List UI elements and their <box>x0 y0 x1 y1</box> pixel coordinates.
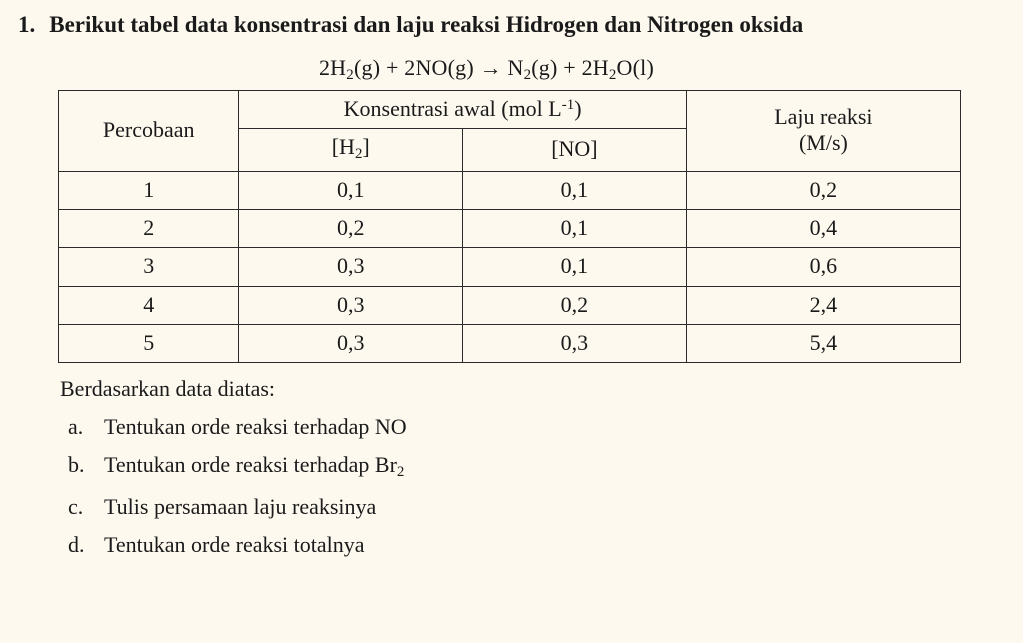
cell-no: 0,1 <box>463 171 687 209</box>
table-row <box>59 171 961 209</box>
header-concentration-group: Konsentrasi awal (mol $L^{-1}$) <box>239 91 686 129</box>
table-row <box>59 248 961 286</box>
cell-rate: 0,6 <box>686 248 960 286</box>
reaction-data-table <box>58 90 961 363</box>
cell-rate: 5,4 <box>686 325 960 363</box>
header-experiment: Percobaan <box>59 91 239 172</box>
header-h2-concentration: $[H_2]$ <box>239 129 463 171</box>
sub-question-list <box>60 408 999 564</box>
cell-h2: 0,3 <box>239 325 463 363</box>
concentration-exponent: -1 <box>561 96 575 113</box>
equation-product-n2: $N_2(g)$ <box>507 54 558 83</box>
table-row <box>59 209 961 247</box>
instruction-lead: Berdasarkan data diatas: <box>60 376 276 402</box>
h2-subscript: 2 <box>346 67 354 83</box>
list-item <box>60 526 999 564</box>
cell-no: 0,2 <box>463 286 687 324</box>
question-block <box>14 10 999 41</box>
list-item-text: Tulis persamaan laju reaksinya <box>104 493 377 519</box>
n2-subscript: 2 <box>523 67 532 83</box>
list-item-text: Tentukan orde reaksi totalnya <box>104 531 365 557</box>
header-reaction-rate-line1: Laju reaksi <box>774 103 873 129</box>
h2o-subscript: 2 <box>608 67 617 83</box>
cell-no: 0,3 <box>463 325 687 363</box>
after-table-section <box>14 363 999 563</box>
cell-h2: 0,3 <box>239 248 463 286</box>
cell-h2: 0,1 <box>239 171 463 209</box>
cell-h2: 0,2 <box>239 209 463 247</box>
list-item-text: Tentukan orde reaksi terhadap $Br_2$ <box>104 452 405 481</box>
list-marker: a. <box>68 414 84 440</box>
table-header-row-1 <box>59 91 961 129</box>
equation-plus-1: + <box>385 54 399 80</box>
equation-reactant-no: 2NO(g) <box>404 54 474 80</box>
cell-rate: 2,4 <box>686 286 960 324</box>
table-row <box>59 286 961 324</box>
cell-experiment: 1 <box>59 171 239 209</box>
data-table-wrapper <box>14 90 999 363</box>
list-item <box>60 408 999 446</box>
cell-experiment: 3 <box>59 248 239 286</box>
cell-rate: 0,4 <box>686 209 960 247</box>
question-text: Berikut tabel data konsentrasi dan laju reaksi Hidrogen dan Nitrogen oksida <box>49 12 804 37</box>
equation-product-water: $2H_2O(l)$ <box>581 54 654 83</box>
header-reaction-rate-line2: (M/s) <box>798 130 848 156</box>
list-marker: b. <box>68 452 85 478</box>
h2-header-subscript: 2 <box>354 146 363 163</box>
br2-subscript: 2 <box>396 464 405 481</box>
cell-no: 0,1 <box>463 209 687 247</box>
equation-arrow-icon: → <box>479 54 502 80</box>
cell-experiment: 5 <box>59 325 239 363</box>
equation-reactant-h2: $2H_2(g)$ <box>318 54 381 83</box>
cell-h2: 0,3 <box>239 286 463 324</box>
header-reaction-rate <box>686 91 960 172</box>
cell-no: 0,1 <box>463 248 687 286</box>
table-row <box>59 325 961 363</box>
cell-experiment: 2 <box>59 209 239 247</box>
header-no-concentration: [NO] <box>463 129 687 171</box>
list-marker: d. <box>68 531 85 557</box>
cell-experiment: 4 <box>59 286 239 324</box>
list-item-text: Tentukan orde reaksi terhadap NO <box>104 414 407 440</box>
list-marker: c. <box>68 493 84 519</box>
cell-rate: 0,2 <box>686 171 960 209</box>
equation-plus-2: + <box>563 54 576 80</box>
chemical-equation <box>14 55 999 84</box>
list-item <box>60 446 999 487</box>
question-number: 1. <box>18 12 36 37</box>
list-item <box>60 488 999 526</box>
table-body <box>59 171 961 363</box>
